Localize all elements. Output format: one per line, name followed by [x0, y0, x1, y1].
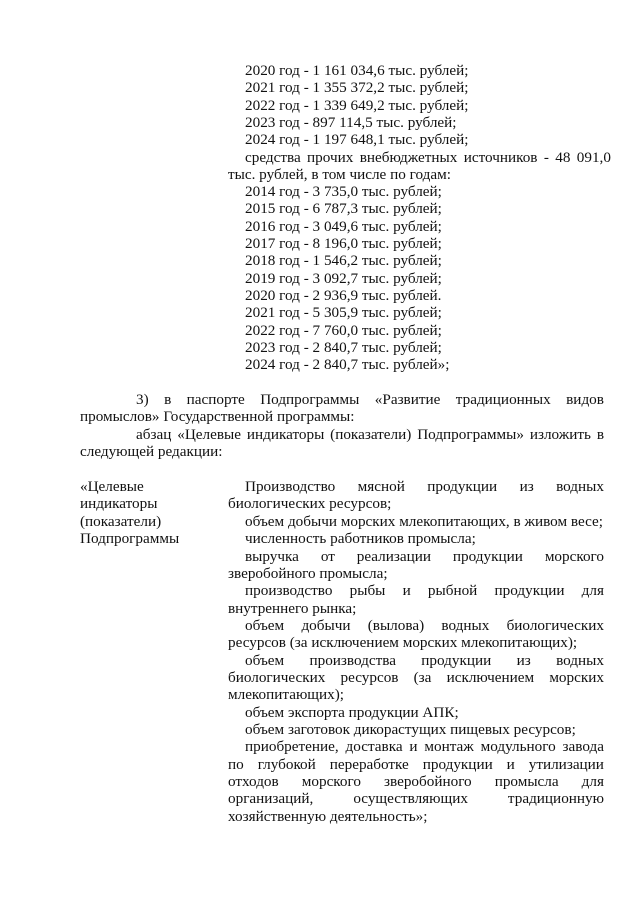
word: в — [164, 391, 172, 408]
funding-line: 2015 год - 6 787,3 тыс. рублей; — [245, 200, 442, 217]
word: изложить — [529, 426, 591, 443]
label-line: Подпрограммы — [80, 530, 180, 547]
word: морского — [544, 548, 604, 565]
word: мясной — [357, 478, 405, 495]
other-sources-continuation: тыс. рублей, в том числе по годам: — [228, 166, 451, 183]
word: переработке — [329, 756, 409, 773]
word: традиционных — [455, 391, 551, 408]
indicator-line: млекопитающих); — [228, 686, 344, 703]
word: исключением — [446, 669, 535, 686]
word: ресурсов — [340, 669, 399, 686]
indicator-line: объем заготовок дикорастущих пищевых ресурсов; — [245, 721, 576, 738]
indicator-line — [245, 548, 604, 565]
indicator-line: объем добычи морских млекопитающих, в живом весе; — [245, 513, 603, 530]
word: прочих — [307, 149, 354, 166]
indicator-line — [245, 478, 604, 495]
word: производства — [309, 652, 396, 669]
indicator-line — [228, 773, 604, 790]
indicator-line: численность работников промысла; — [245, 530, 476, 547]
word: и — [409, 738, 418, 755]
word: рыбной — [427, 582, 478, 599]
word: в — [596, 426, 604, 443]
word: паспорте — [186, 391, 245, 408]
paragraph-line — [136, 426, 604, 443]
word: Подпрограммы» — [417, 426, 524, 443]
word: Подпрограммы — [260, 391, 360, 408]
word: водных — [441, 617, 490, 634]
word: «Целевые — [177, 426, 241, 443]
word: «Развитие — [374, 391, 441, 408]
other-sources-line — [245, 149, 611, 166]
word: глубокой — [257, 756, 316, 773]
word: монтаж — [424, 738, 474, 755]
item-3-line — [136, 391, 604, 408]
funding-line: 2018 год - 1 546,2 тыс. рублей; — [245, 252, 442, 269]
word: источников — [463, 149, 538, 166]
indicator-line: объем экспорта продукции АПК; — [245, 704, 459, 721]
word: для — [581, 773, 604, 790]
word: традиционную — [507, 790, 604, 807]
word: биологических — [228, 669, 326, 686]
word: зверобойного — [384, 773, 472, 790]
indicator-line: биологических ресурсов; — [228, 495, 392, 512]
indicator-line: ресурсов (за исключением морских млекопитающих); — [228, 634, 578, 651]
word: производство — [245, 582, 333, 599]
funding-line: 2016 год - 3 049,6 тыс. рублей; — [245, 218, 442, 235]
word: продукции — [494, 582, 565, 599]
indicator-line — [245, 652, 604, 669]
funding-line: 2019 год - 3 092,7 тыс. рублей; — [245, 270, 442, 287]
funding-line: 2023 год - 897 114,5 тыс. рублей; — [245, 114, 457, 131]
word: биологических — [506, 617, 604, 634]
word: приобретение, — [245, 738, 339, 755]
word: и — [402, 582, 411, 599]
word: Производство — [245, 478, 336, 495]
word: утилизации — [528, 756, 604, 773]
word: внебюджетных — [359, 149, 458, 166]
word: (показатели) — [330, 426, 412, 443]
funding-line: 2023 год - 2 840,7 тыс. рублей; — [245, 339, 442, 356]
word: 091,0 — [576, 149, 611, 166]
word: для — [581, 582, 604, 599]
word: средства — [245, 149, 301, 166]
word: 3) — [136, 391, 149, 408]
indicator-line — [245, 617, 604, 634]
word: доставка — [345, 738, 403, 755]
word: морских — [549, 669, 604, 686]
word: из — [519, 478, 534, 495]
funding-line: 2017 год - 8 196,0 тыс. рублей; — [245, 235, 442, 252]
word: рыбы — [349, 582, 386, 599]
indicator-line: зверобойного промысла; — [228, 565, 388, 582]
indicator-line — [228, 669, 604, 686]
word: продукции — [421, 652, 492, 669]
indicator-line — [245, 582, 604, 599]
word: добычи — [301, 617, 351, 634]
label-line: индикаторы — [80, 495, 158, 512]
word: водных — [556, 652, 604, 669]
funding-line: 2024 год - 2 840,7 тыс. рублей»; — [245, 356, 450, 373]
word: продукции — [427, 478, 498, 495]
funding-line: 2024 год - 1 197 648,1 тыс. рублей; — [245, 131, 469, 148]
word: - — [543, 149, 549, 166]
item-3-continuation: промыслов» Государственной программы: — [80, 408, 355, 425]
word: организаций, — [228, 790, 314, 807]
word: по — [228, 756, 244, 773]
word: водных — [556, 478, 604, 495]
funding-line: 2021 год - 5 305,9 тыс. рублей; — [245, 304, 442, 321]
word: (вылова) — [367, 617, 425, 634]
funding-line: 2021 год - 1 355 372,2 тыс. рублей; — [245, 79, 469, 96]
indicator-line — [228, 790, 604, 807]
word: промысла — [494, 773, 559, 790]
funding-line: 2022 год - 7 760,0 тыс. рублей; — [245, 322, 442, 339]
paragraph-continuation: следующей редакции: — [80, 443, 223, 460]
indicator-line — [228, 756, 604, 773]
word: из — [516, 652, 531, 669]
word: завода — [562, 738, 604, 755]
word: отходов — [228, 773, 279, 790]
word: осуществляющих — [353, 790, 468, 807]
word: выручка — [245, 548, 299, 565]
word: абзац — [136, 426, 172, 443]
word: реализации — [356, 548, 431, 565]
word: 48 — [555, 149, 571, 166]
word: и — [506, 756, 515, 773]
indicator-line: хозяйственную деятельность»; — [228, 808, 428, 825]
funding-line: 2022 год - 1 339 649,2 тыс. рублей; — [245, 97, 469, 114]
word: видов — [566, 391, 604, 408]
indicator-line: внутреннего рынка; — [228, 600, 357, 617]
word: продукции — [422, 756, 493, 773]
funding-line: 2014 год - 3 735,0 тыс. рублей; — [245, 183, 442, 200]
word: модульного — [480, 738, 556, 755]
word: (за — [413, 669, 432, 686]
word: от — [320, 548, 335, 565]
label-line: (показатели) — [80, 513, 162, 530]
funding-line: 2020 год - 1 161 034,6 тыс. рублей; — [245, 62, 469, 79]
word: морского — [301, 773, 361, 790]
word: объем — [245, 652, 285, 669]
word: индикаторы — [246, 426, 325, 443]
indicator-line — [245, 738, 604, 755]
funding-line: 2020 год - 2 936,9 тыс. рублей. — [245, 287, 442, 304]
label-line: «Целевые — [80, 478, 144, 495]
word: объем — [245, 617, 285, 634]
word: продукции — [452, 548, 523, 565]
